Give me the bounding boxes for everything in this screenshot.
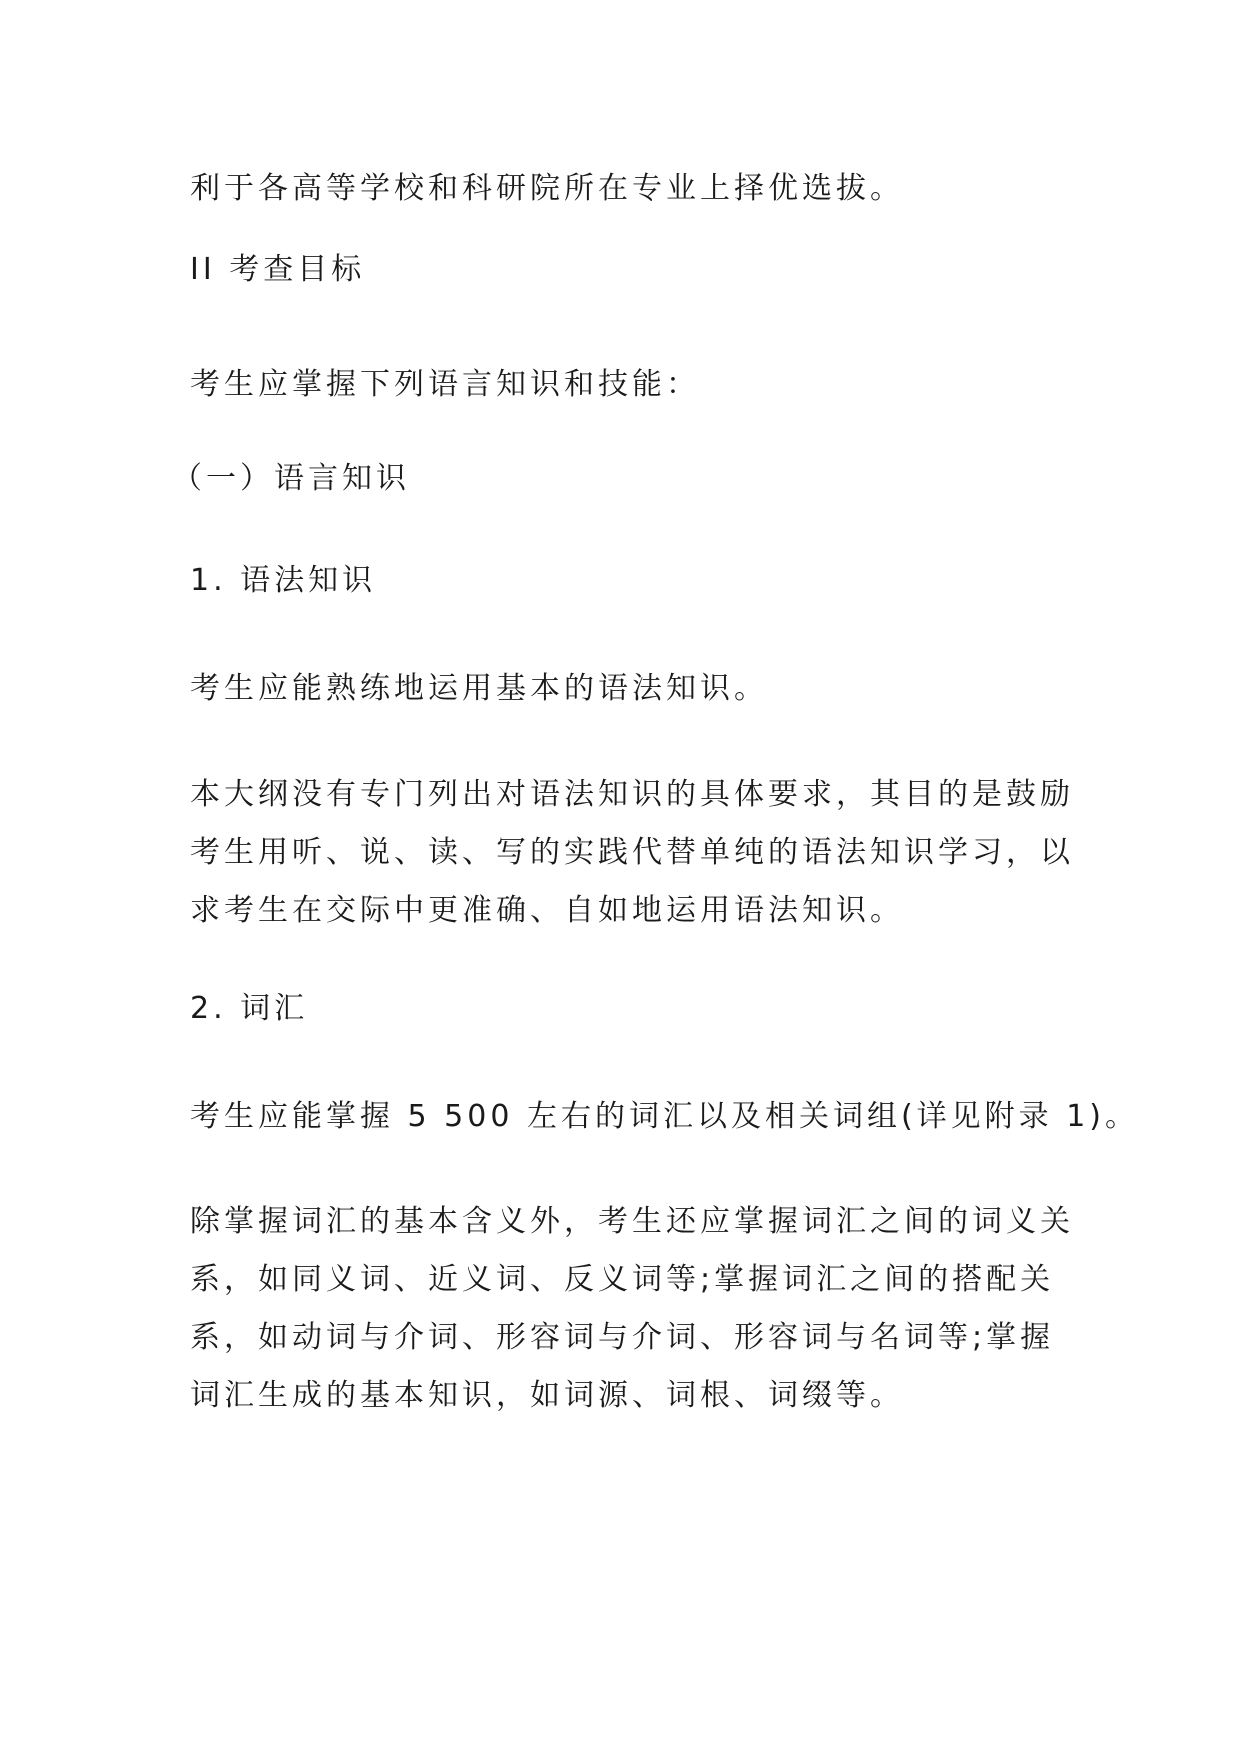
section-heading-exam-objectives: II 考查目标 — [190, 252, 366, 287]
subsection-heading-language-knowledge: （一）语言知识 — [172, 461, 410, 496]
text-line: 本大纲没有专门列出对语法知识的具体要求，其目的是鼓励 — [190, 777, 1074, 812]
text-line: 除掌握词汇的基本含义外，考生还应掌握词汇之间的词义关 — [190, 1204, 1074, 1239]
text-line: 系，如动词与介词、形容词与介词、形容词与名词等;掌握 — [190, 1320, 1055, 1355]
text-line: 词汇生成的基本知识，如词源、词根、词缀等。 — [190, 1378, 904, 1413]
text-line: 系，如同义词、近义词、反义词等;掌握词汇之间的搭配关 — [190, 1262, 1055, 1297]
paragraph-vocabulary-relations — [190, 1193, 1074, 1425]
paragraph-required-skills: 考生应掌握下列语言知识和技能： — [190, 367, 700, 402]
paragraph-vocabulary-size: 考生应能掌握 5 500 左右的词汇以及相关词组(详见附录 1)。 — [190, 1099, 1139, 1134]
text-line: 求考生在交际中更准确、自如地运用语法知识。 — [190, 893, 904, 928]
paragraph-grammar-requirements — [190, 766, 1074, 940]
item-heading-vocabulary: 2. 词汇 — [190, 991, 309, 1026]
paragraph-grammar-usage: 考生应能熟练地运用基本的语法知识。 — [190, 671, 768, 706]
item-heading-grammar: 1. 语法知识 — [190, 563, 377, 598]
text-line: 考生用听、说、读、写的实践代替单纯的语法知识学习，以 — [190, 835, 1074, 870]
paragraph-selection-benefit: 利于各高等学校和科研院所在专业上择优选拔。 — [190, 171, 904, 206]
